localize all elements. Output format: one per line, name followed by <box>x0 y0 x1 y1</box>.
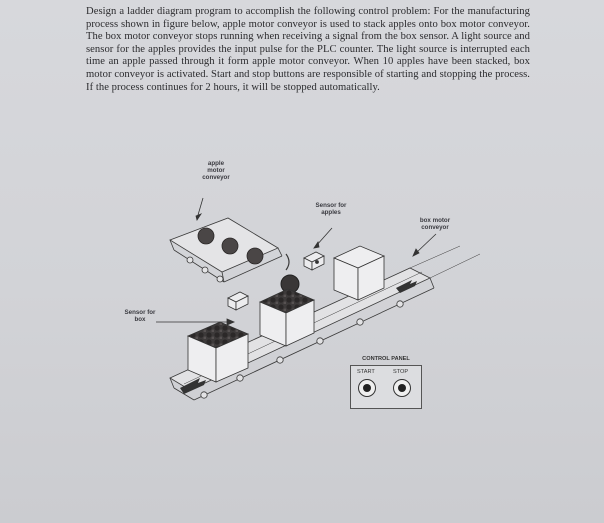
filling-box <box>260 289 314 346</box>
start-label: START <box>357 369 375 375</box>
control-panel <box>350 356 422 409</box>
apple-motor-conveyor <box>170 218 289 282</box>
filled-box <box>188 322 248 382</box>
apple-conveyor-label: apple motor conveyor <box>202 160 230 181</box>
start-button[interactable] <box>358 379 376 397</box>
empty-box <box>334 246 384 300</box>
process-figure <box>110 150 490 440</box>
apple-sensor <box>304 252 324 270</box>
box-sensor <box>228 292 248 310</box>
stop-button[interactable] <box>393 379 411 397</box>
box-conveyor-label: box motor conveyor <box>419 217 451 231</box>
process-illustration <box>110 150 490 440</box>
control-panel-title: CONTROL PANEL <box>362 356 410 362</box>
stop-label: STOP <box>393 369 409 375</box>
box-sensor-label: Sensor for box <box>124 309 156 323</box>
problem-statement: Design a ladder diagram program to accomplish the following control problem: For the manufacturing process shown in figure below, apple motor conveyor is used to stack apples onto box motor conveyor. The box motor conveyor stops running when receiving a signal from the box sensor. A light source and sensor for the apples provides the input pulse for the PLC counter. The light source is interrupted each time an apple passed through it form apple motor conveyor. When 10 apples have been stacked, box motor conveyor is activated. Start and stop buttons are responsible of starting and stopping the process. If the process continues for 2 hours, it will be stopped automatically. <box>86 6 530 93</box>
apple-sensor-label: Sensor for apples <box>315 202 347 216</box>
